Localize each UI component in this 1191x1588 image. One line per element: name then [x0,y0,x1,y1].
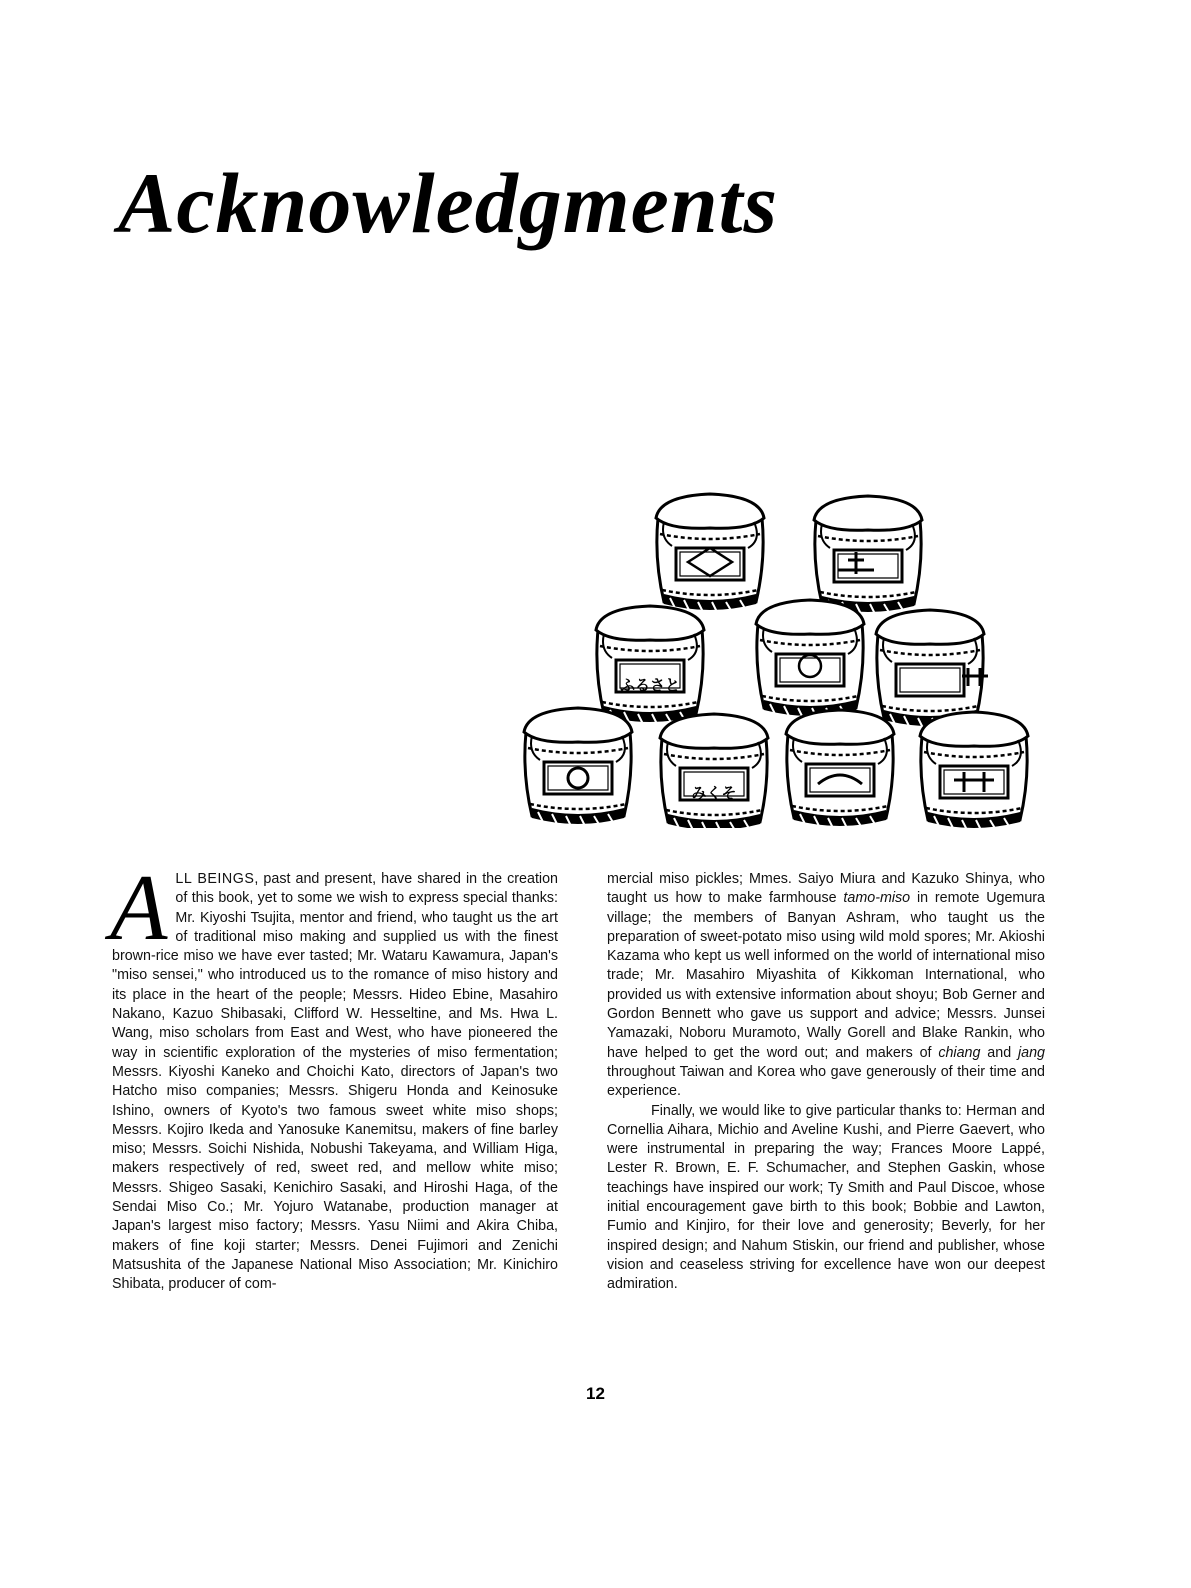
paragraph-1-text: , past and present, have shared in the creation of this book, yet to some we wish to express special thanks: Mr. Kiyoshi Tsujita, mentor and friend, who taught us the art of traditional miso making and supplied us with the finest brown-rice miso we have ever tasted; Mr. Wataru Kawamura, Japan's "miso sensei," who introduced us to the romance of miso history and its place in the heart of the people; Messrs. Hideo Ebine, Masahiro Nakano, Kazuo Shibasaki, Clifford W. Hesseltine, and Ms. Hwa L. Wang, miso scholars from East and West, who have pioneered the way in scientific exploration of the mysteries of miso fermentation; Messrs. Kiyoshi Kaneko and Choichi Kato, directors of Japan's two Hatcho miso companies; Messrs. Shigeru Honda and Keinosuke Ishino, owners of Kyoto's two famous sweet white miso shops; Messrs. Kojiro Ikeda and Yanosuke Kanemitsu, makers of fine barley miso; Messrs. Soichi Nishida, Nobushi Takeyama, and William Higa, makers respectively of red, sweet red, and mellow white miso; Messrs. Shigeo Sasaki, Kenichiro Sasaki, and Hiroshi Haga, of the Sendai Miso Co.; Mr. Yojuro Watanabe, production manager at Japan's largest miso factory; Messrs. Yasu Niimi and Akira Chiba, makers of fine koji starter; Messrs. Denei Fujimori and Zenichi Matsushita of the Japanese National Miso Association; Mr. Kinichiro Shibata, producer of com- [112,871,558,1293]
paragraph-2-text-b: in remote Ugemura village; the members of Banyan Ashram, who taught us the preparation of sweet-potato miso using wild mold spores; Mr. Akioshi Kazama who kept us well informed on the world of international miso trade; Mr. Masahiro Miyashita of Kikkoman International, who provided us with extensive information about shoyu; Bob Gerner and Gordon Bennett who gave us support and advice; Messrs. Junsei Yamazaki, Noboru Muramoto, Wally Gorell and Blake Rankin, who have helped to get the word out; and makers of [607,890,1046,1061]
term-chiang: chiang [938,1044,981,1061]
keg-top-right [814,496,922,616]
page-title: Acknowledgments [118,155,779,251]
left-column [110,856,558,1295]
lead-in: LL BEINGS [175,871,255,887]
keg-middle-center [756,600,864,720]
keg-middle-left [596,606,704,726]
miso-kegs-icon [518,490,1063,828]
drop-cap: A [110,856,168,960]
keg-bottom-2 [660,714,768,828]
keg-bottom-3 [786,710,894,828]
paragraph-2-text-a: mercial miso pickles; Mmes. Saiyo Miura and Kazuko Shinya, who taught us how to make farmhouse [607,871,1045,907]
paragraph-2 [607,870,1045,1102]
paragraph-2-text-c: and [980,1044,1018,1061]
keg-label-mikuso: みくそ [691,784,737,802]
term-tamo-miso: tamo-miso [843,890,911,907]
keg-label-furusato: ふるさと [619,676,681,694]
right-column [607,870,1045,1295]
paragraph-3: Finally, we would like to give particular thanks to: Herman and Cornellia Aihara, Michio and Aveline Kushi, and Pierre Gaevert, who were instrumental in preparing the way; Frances Moore Lappé, Lester R. Brown, E. F. Schumacher, and Stephen Gaskin, whose teachings have inspired our work; Ty Smith and Paul Discoe, whose initial encouragement gave birth to this book; Bobbie and Lawton, Fumio and Kinjiro, for their love and generosity; Beverly, for her inspired design; and Nahum Stiskin, our friend and publisher, whose vision and ceaseless striving for excellence have won our deepest admiration. [607,1102,1045,1293]
paragraph-1 [110,856,558,1295]
term-jang: jang [1017,1044,1045,1061]
keg-top-left [656,494,764,614]
keg-bottom-4 [920,712,1028,828]
page-number: 12 [586,1384,605,1403]
paragraph-2-text-d: throughout Taiwan and Korea who gave generously of their time and experience. [607,1063,1045,1100]
